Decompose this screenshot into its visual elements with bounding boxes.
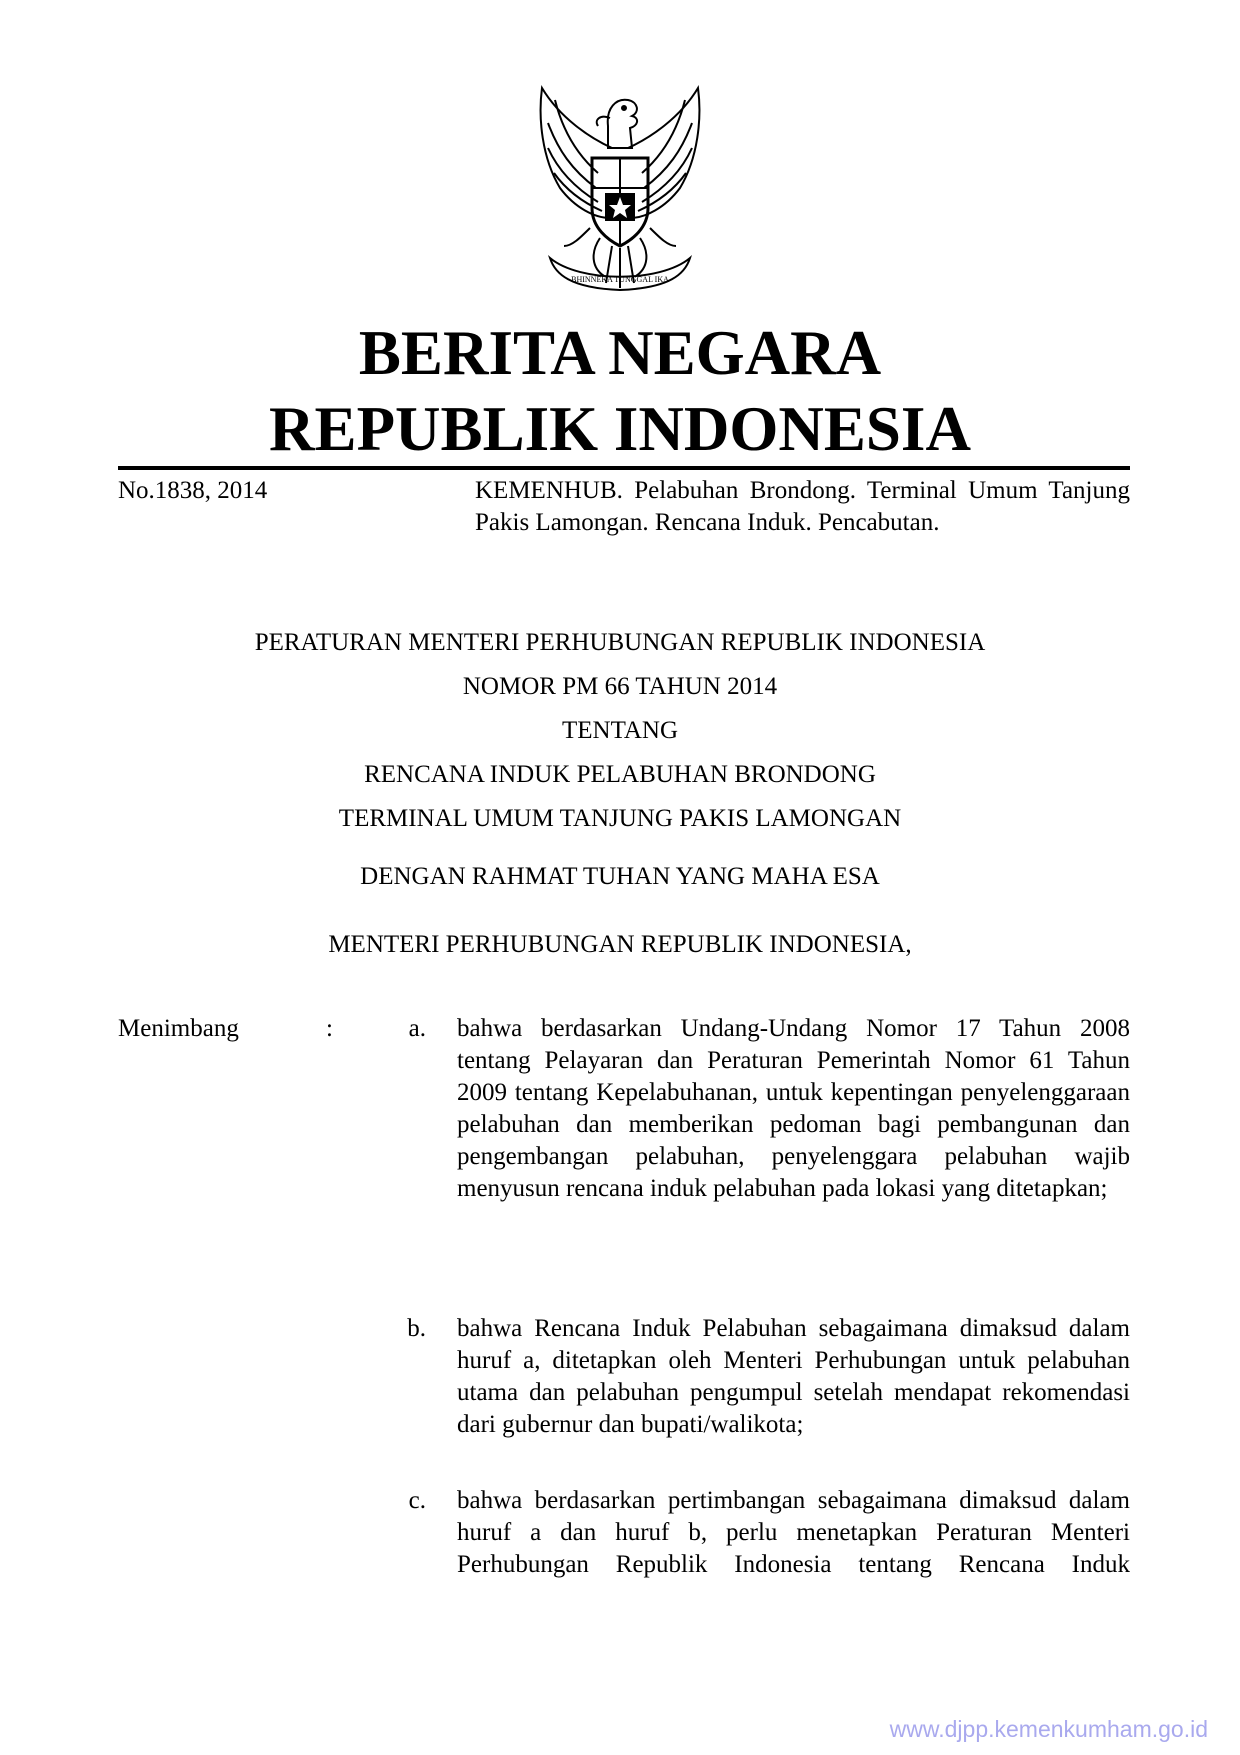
- regulation-about: TENTANG: [561, 717, 679, 744]
- svg-text:BHINNEKA TUNGGAL IKA: BHINNEKA TUNGGAL IKA: [571, 275, 669, 284]
- item-text: bahwa berdasarkan Undang-Undang Nomor 17 Tahun 2008 tentang Pelayaran dan Peraturan Pemerintah Nomor 61 Tahun 2009 tentang Kepelabuhanan, untuk kepentingan penyelenggaraan pelabuhan dan memberikan pedoman bagi pembangunan dan pengembangan pelabuhan, penyelenggara pelabuhan wajib menyusun rencana induk pelabuhan pada lokasi yang ditetapkan;: [457, 1015, 1130, 1202]
- considering-label: Menimbang: [118, 1015, 239, 1042]
- masthead-title: BERITA NEGARA: [358, 318, 882, 388]
- invocation: DENGAN RAHMAT TUHAN YANG MAHA ESA: [360, 863, 880, 890]
- regulation-number: NOMOR PM 66 TAHUN 2014: [462, 673, 778, 700]
- header-divider: [118, 466, 1130, 470]
- item-text: bahwa Rencana Induk Pelabuhan sebagaimana dimaksud dalam huruf a, ditetapkan oleh Menteri Perhubungan untuk pelabuhan utama dan pelabuhan pengumpul setelah mendapat rekomendasi dari gubernur dan bupati/walikota;: [457, 1315, 1130, 1438]
- regulation-title: PERATURAN MENTERI PERHUBUNGAN REPUBLIK INDONESIA: [254, 629, 986, 656]
- garuda-emblem: [520, 78, 720, 308]
- regulation-subject-line2: TERMINAL UMUM TANJUNG PAKIS LAMONGAN: [338, 805, 902, 832]
- considering-colon: :: [326, 1015, 333, 1042]
- item-letter: b.: [407, 1315, 426, 1342]
- issue-subject: KEMENHUB. Pelabuhan Brondong. Terminal Umum Tanjung Pakis Lamongan. Rencana Induk. Pencabutan.: [475, 477, 1130, 536]
- item-text: bahwa berdasarkan pertimbangan sebagaimana dimaksud dalam huruf a dan huruf b, perlu menetapkan Peraturan Menteri Perhubungan Republik Indonesia tentang Rencana Induk: [457, 1487, 1130, 1578]
- authority: MENTERI PERHUBUNGAN REPUBLIK INDONESIA,: [328, 931, 912, 958]
- footer-url: www.djpp.kemenkumham.go.id: [889, 1716, 1208, 1742]
- regulation-subject-line1: RENCANA INDUK PELABUHAN BRONDONG: [364, 761, 876, 788]
- masthead-subtitle: REPUBLIK INDONESIA: [269, 394, 971, 464]
- item-letter: c.: [408, 1487, 426, 1514]
- issue-number: No.1838, 2014: [118, 477, 268, 504]
- item-letter: a.: [408, 1015, 426, 1042]
